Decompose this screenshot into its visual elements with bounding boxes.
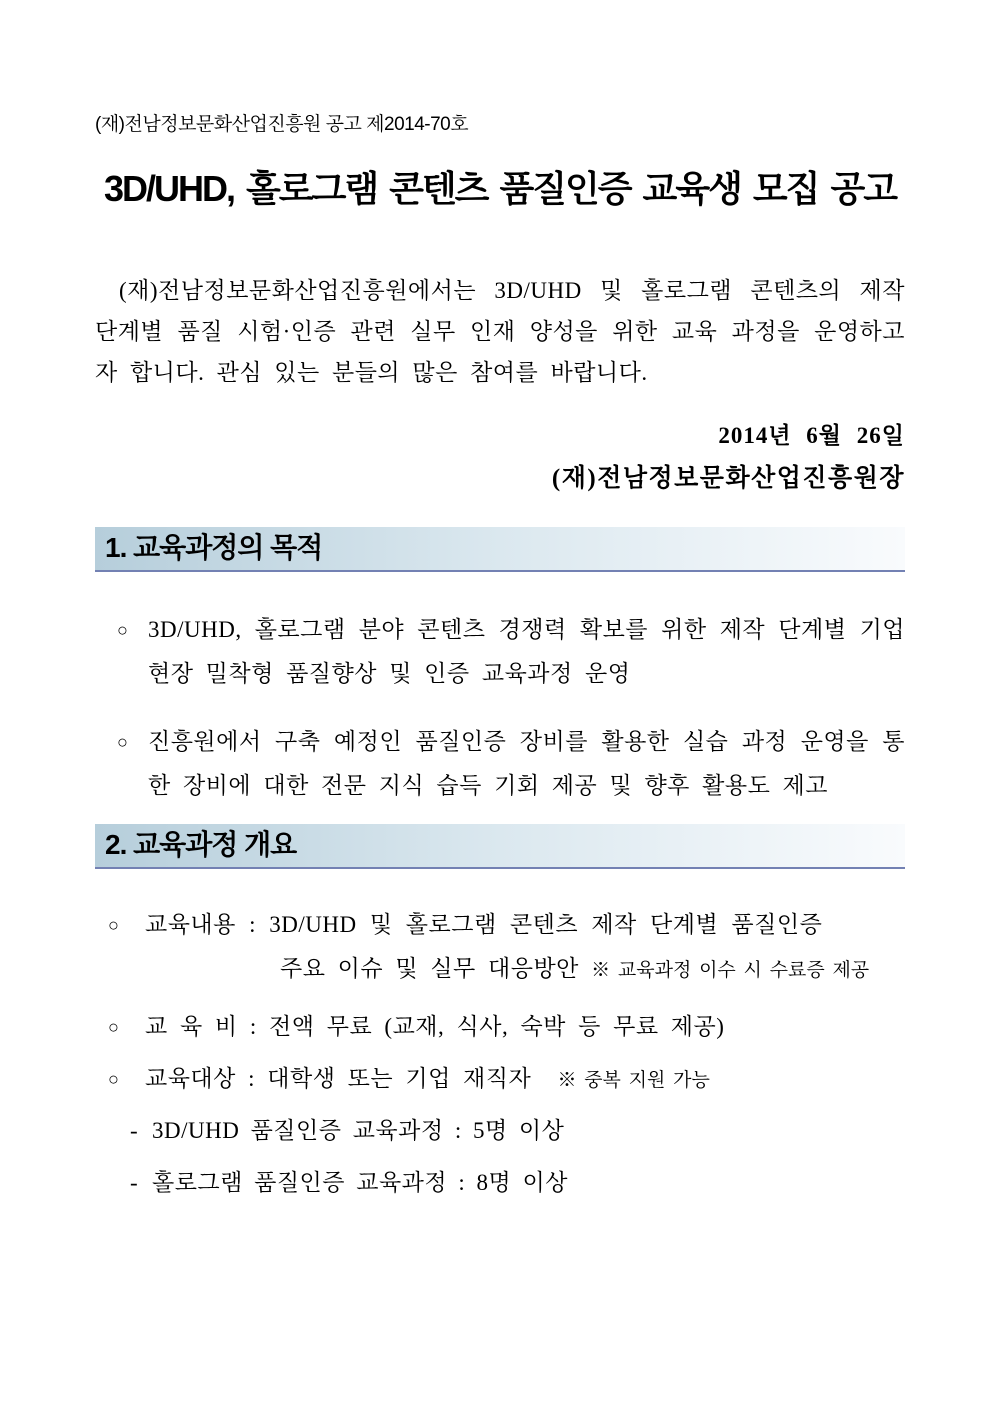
course-capacity-hologram	[95, 1159, 905, 1207]
bullet-text: 진흥원에서 구축 예정인 품질인증 장비를 활용한 실습 과정 운영을 통한 장비에 대한 전문 지식 습득 기회 제공 및 향후 활용도 제고	[148, 729, 905, 798]
tuition-fee-item	[95, 1005, 905, 1049]
page-title: 3D/UHD, 홀로그램 콘텐츠 품질인증 교육생 모집 공고	[104, 168, 896, 209]
announcement-date: 2014년 6월 26일	[718, 423, 905, 448]
tuition-fee-text: 교 육 비 : 전액 무료 (교재, 식사, 숙박 등 무료 제공)	[145, 1014, 725, 1039]
signoff-block	[95, 415, 905, 501]
duplicate-apply-note: ※ 중복 지원 가능	[557, 1070, 710, 1091]
document-number: (재)전남정보문화산업진흥원 공고 제2014-70호	[95, 114, 469, 135]
circle-bullet-icon: ○	[108, 1017, 120, 1037]
section-heading-purpose: 1. 교육과정의 목적	[95, 527, 905, 572]
course-capacity-text: 홀로그램 품질인증 교육과정 : 8명 이상	[152, 1170, 568, 1195]
target-audience-item	[95, 1057, 905, 1103]
bullet-item	[95, 608, 905, 696]
circle-bullet-icon: ○	[108, 915, 120, 935]
course-content-line2-text: 주요 이슈 및 실무 대응방안	[280, 956, 579, 981]
course-content-item	[95, 903, 905, 993]
circle-bullet-icon: ○	[108, 1069, 120, 1089]
bullet-text: 3D/UHD, 홀로그램 분야 콘텐츠 경쟁력 확보를 위한 제작 단계별 기업 현장 밀착형 품질향상 및 인증 교육과정 운영	[148, 617, 905, 686]
course-capacity-3duhd	[95, 1107, 905, 1155]
circle-bullet-icon: ○	[117, 732, 129, 752]
circle-bullet-icon: ○	[117, 620, 129, 640]
bullet-item	[95, 720, 905, 808]
section-heading-overview: 2. 교육과정 개요	[95, 824, 905, 869]
course-capacity-text: 3D/UHD 품질인증 교육과정 : 5명 이상	[152, 1118, 565, 1143]
dash-bullet-icon: -	[130, 1118, 139, 1143]
course-content-line1: 교육내용 : 3D/UHD 및 홀로그램 콘텐츠 제작 단계별 품질인증	[145, 912, 823, 937]
target-audience-main: 교육대상 : 대학생 또는 기업 재직자	[145, 1066, 532, 1091]
signer-title: (재)전남정보문화산업진흥원장	[551, 465, 905, 492]
dash-bullet-icon: -	[130, 1170, 139, 1195]
target-audience-text	[145, 1057, 905, 1103]
intro-paragraph: (재)전남정보문화산업진흥원에서는 3D/UHD 및 홀로그램 콘텐츠의 제작 단계별 품질 시험·인증 관련 실무 인재 양성을 위한 교육 과정을 운영하고자 합니다. 관심 있는 분들의 많은 참여를 바랍니다.	[95, 278, 905, 385]
certificate-note: ※ 교육과정 이수 시 수료증 제공	[591, 960, 870, 981]
course-content-text	[145, 903, 905, 993]
course-content-line2	[145, 947, 905, 993]
